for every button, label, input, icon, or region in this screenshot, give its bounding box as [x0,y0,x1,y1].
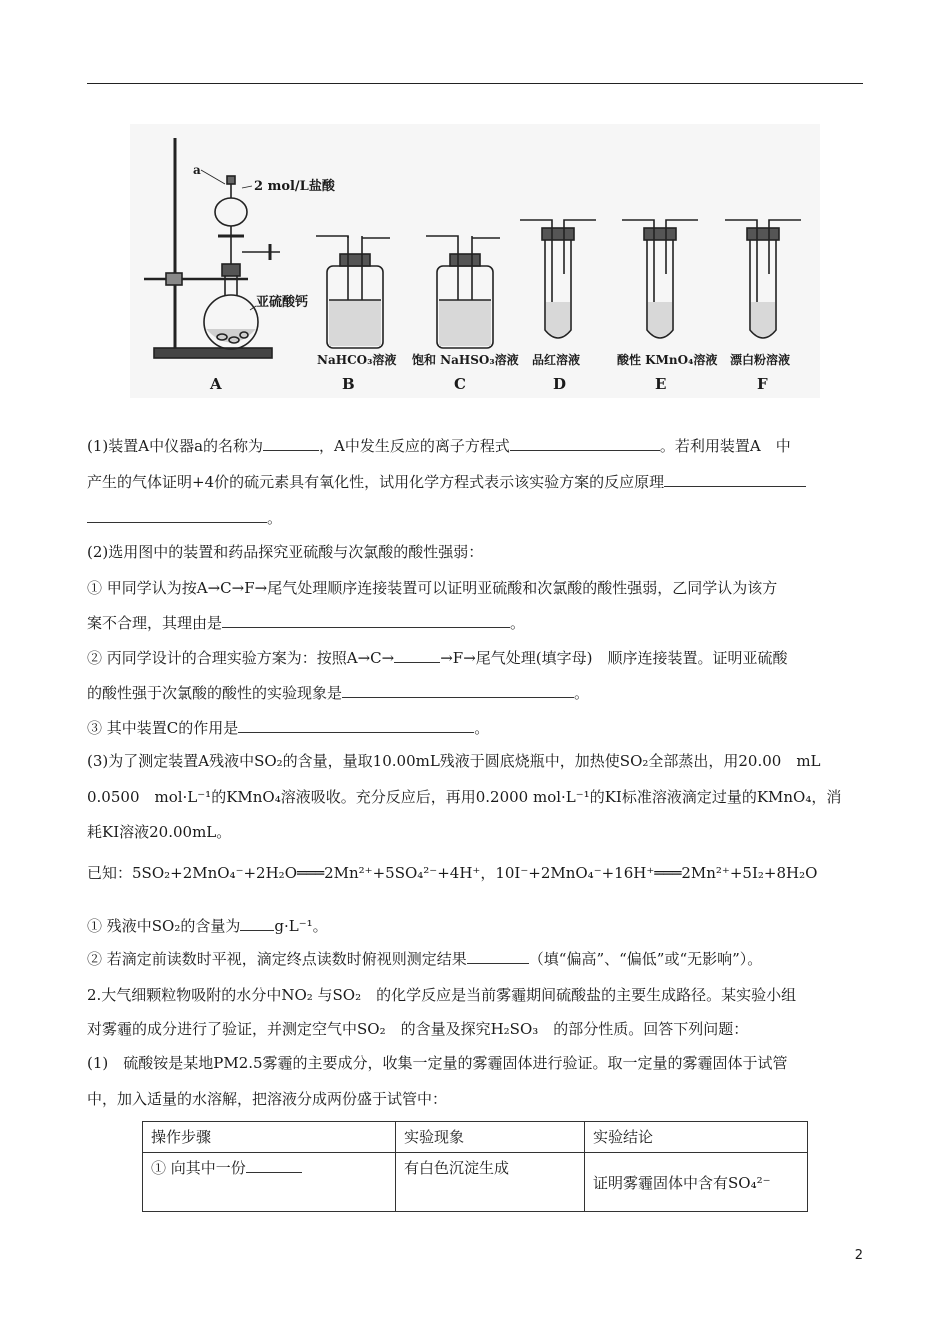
q3-item2: ② 若滴定前读数时平视，滴定终点读数时俯视则测定结果 （填“偏高”、“偏低”或“无影响”）。 [87,950,763,968]
q1-line3: 。 [87,507,282,529]
letter-f: F [757,375,768,393]
answer-blank[interactable] [263,436,319,451]
letter-c: C [454,375,466,393]
stand-base [154,348,272,358]
table-header-row [143,1122,808,1153]
letter-a: A [210,375,222,393]
table-cell-step: ① 向其中一份 [143,1153,396,1212]
q2-item3: ③ 其中装置C的作用是 。 [87,719,490,737]
q3-line3: 耗KI溶液20.00mL。 [87,823,232,841]
q2-item1-line1: ① 甲同学认为按A→C→F→尾气处理顺序连接装置可以证明亚硫酸和次氯酸的酸性强弱，乙同学认为该方 [87,579,778,597]
letter-e: E [655,375,667,393]
q2-item2-line2: 的酸性强于次氯酸的酸性的实验现象是 。 [87,684,590,702]
q2-item2-line1: ② 丙同学设计的合理实验方案为：按照A→C→ →F→尾气处理(填字母) 顺序连接装置。证明亚硫酸 [87,649,788,667]
table-cell-phenomenon: 有白色沉淀生成 [396,1153,585,1212]
answer-blank[interactable] [222,613,510,628]
answer-blank[interactable] [467,949,529,964]
header-rule [87,83,863,84]
q3-line1: (3)为了测定装置A残液中SO₂的含量，量取10.00mL残液于圆底烧瓶中，加热使SO₂全部蒸出，用20.00 mL [87,752,821,770]
p2-line4: 中，加入适量的水溶解，把溶液分成两份盛于试管中： [87,1090,448,1108]
answer-blank[interactable] [87,508,267,523]
p2-line1: 2.大气细颗粒物吸附的水分中NO₂ 与SO₂ 的化学反应是当前雾霾期间硫酸盐的主要生成路径。某实验小组 [87,986,797,1004]
letter-b: B [342,375,355,393]
answer-blank[interactable] [510,436,660,451]
experiment-table [142,1121,808,1212]
answer-blank[interactable] [394,648,440,663]
p2-line3: (1) 硫酸铵是某地PM2.5雾霾的主要成分，收集一定量的雾霾固体进行验证。取一定量的雾霾固体于试管 [87,1054,788,1072]
answer-blank[interactable] [240,916,274,931]
solution-f: 漂白粉溶液 [730,353,791,367]
apparatus-diagram [130,124,820,398]
table-header: 实验结论 [585,1122,808,1153]
separatory-funnel [215,198,247,226]
table-header: 实验现象 [396,1122,585,1153]
q1-line1: (1)装置A中仪器a的名称为 ，A中发生反应的离子方程式 。若利用装置A 中 [87,437,791,455]
q1-line2: 产生的气体证明+4价的硫元素具有氧化性，试用化学方程式表示该实验方案的反应原理 [87,471,806,493]
flask-label: 亚硫酸钙 [256,295,309,310]
apparatus-figure [130,124,820,398]
solution-d: 品红溶液 [532,353,581,367]
table-header: 操作步骤 [143,1122,396,1153]
q2-item1-line2: 案不合理，其理由是 。 [87,614,526,632]
q3-line2: 0.0500 mol·L⁻¹的KMnO₄溶液吸收。充分反应后，再用0.2000 mol·L⁻¹的KI标准溶液滴定过量的KMnO₄，消 [87,788,842,806]
q3-known-equations: 已知：5SO₂+2MnO₄⁻+2H₂O═══2Mn²⁺+5SO₄²⁻+4H⁺，10I⁻+2MnO₄⁻+16H⁺═══2Mn²⁺+5I₂+8H₂O [87,864,818,882]
q2-heading: (2)选用图中的装置和药品探究亚硫酸与次氯酸的酸性强弱： [87,543,484,561]
answer-blank[interactable] [342,683,574,698]
answer-blank[interactable] [664,472,806,487]
label-a: a [193,163,201,177]
solution-c: 饱和 NaHSO₃溶液 [412,353,519,367]
table-cell-conclusion: 证明雾霾固体中含有SO₄²⁻ [585,1153,808,1212]
clamp-holder [166,273,182,285]
table-row [143,1153,808,1212]
solution-b: NaHCO₃溶液 [317,353,397,367]
letter-d: D [553,375,567,393]
funnel-label: 2 mol/L盐酸 [254,179,335,194]
answer-blank[interactable] [238,718,474,733]
solution-e: 酸性 KMnO₄溶液 [617,353,718,367]
q3-item1: ① 残液中SO₂的含量为 g·L⁻¹。 [87,917,328,935]
p2-line2: 对雾霾的成分进行了验证，并测定空气中SO₂ 的含量及探究H₂SO₃ 的部分性质。回答下列问题： [87,1020,749,1038]
page-number: 2 [854,1248,863,1263]
answer-blank[interactable] [246,1158,302,1173]
